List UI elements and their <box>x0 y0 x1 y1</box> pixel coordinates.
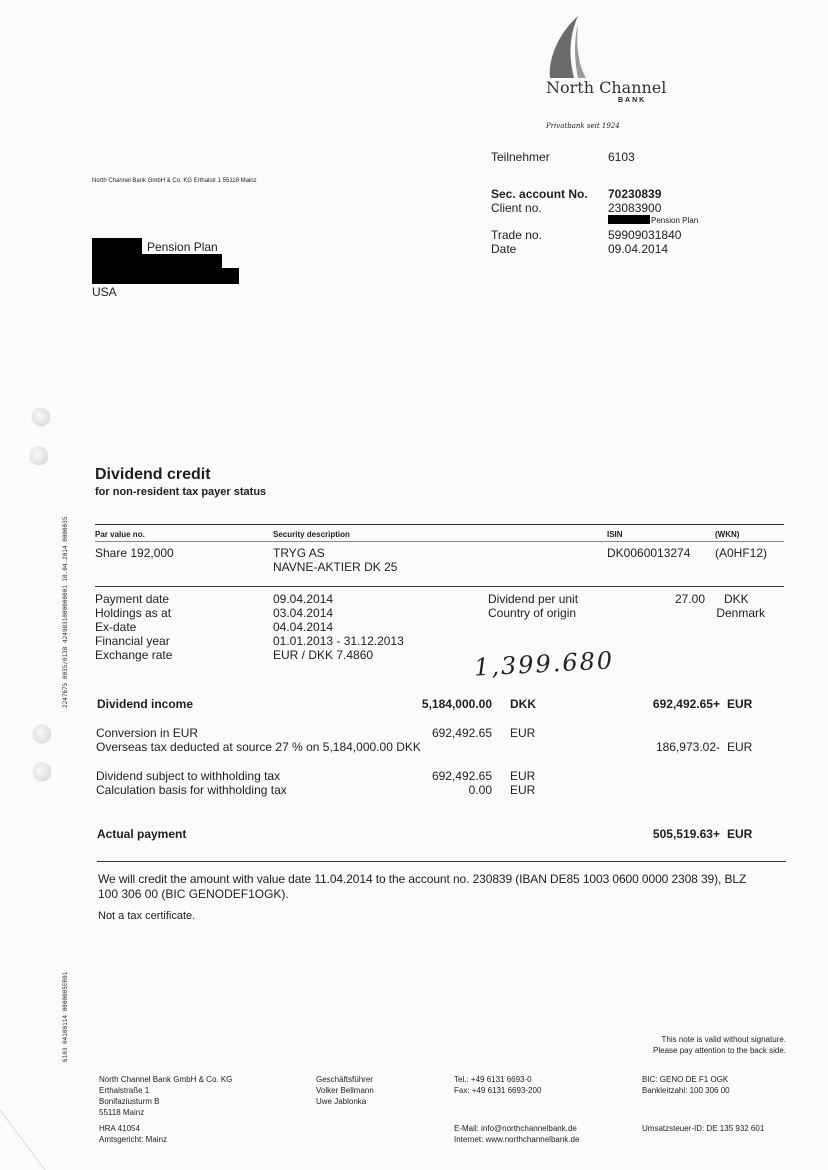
punch-hole <box>33 725 51 743</box>
redaction-bar <box>92 238 142 254</box>
sec-account-label: Sec. account No. <box>491 187 588 201</box>
credit-text-2: 100 306 00 (BIC GENODEF1OGK). <box>98 887 289 901</box>
divider <box>95 541 784 542</box>
page-fold-mark <box>0 1110 60 1170</box>
footer-col1-3: Bonifaziusturm B <box>99 1097 160 1106</box>
divider <box>95 524 784 525</box>
income-eur-amount: 692,492.65+ <box>652 697 720 711</box>
document-title: Dividend credit <box>95 466 211 483</box>
withholding-basis-label: Calculation basis for withholding tax <box>96 783 287 797</box>
withholding-subject-label: Dividend subject to withholding tax <box>96 769 281 783</box>
footer-col3-3: E-Mail: info@northchannelbank.de <box>454 1124 577 1133</box>
bank-name: North Channel <box>546 78 667 97</box>
col-header-isin: ISIN <box>607 530 623 539</box>
overseas-tax-label: Overseas tax deducted at source 27 % on 5,184,000.00 DKK <box>96 740 421 754</box>
footer-col1-5: HRA 41054 <box>99 1124 140 1133</box>
fx: EUR / DKK 7.4860 <box>273 648 374 662</box>
footer-col1-4: 55118 Mainz <box>99 1108 145 1117</box>
redaction-bar <box>92 268 239 284</box>
bank-name-sub: BANK <box>618 97 647 104</box>
conversion-amount: 692,492.65 <box>431 726 492 740</box>
not-certificate: Not a tax certificate. <box>98 910 196 922</box>
withholding-subject-amount: 692,492.65 <box>431 769 492 783</box>
punch-hole <box>32 408 50 426</box>
footer-col4-3: Umsatzsteuer-ID: DE 135 932 601 <box>642 1124 765 1133</box>
origin-label: Country of origin <box>488 606 577 620</box>
redaction-bar <box>92 254 222 268</box>
trade-value: 59909031840 <box>608 228 682 242</box>
income-amount: 5,184,000.00 <box>421 697 492 711</box>
payment-label: Actual payment <box>97 827 187 841</box>
divider <box>97 861 786 862</box>
bank-tagline: Privatbank seit 1924 <box>546 122 620 130</box>
redaction-bar <box>608 215 650 224</box>
payment-currency: EUR <box>727 827 753 841</box>
date-label: Date <box>491 242 517 256</box>
overseas-tax-currency: EUR <box>727 740 753 754</box>
footer-col1-1: North Channel Bank GmbH & Co. KG <box>99 1075 233 1084</box>
participant-value: 6103 <box>608 150 635 164</box>
income-label: Dividend income <box>97 697 194 711</box>
punch-hole <box>33 763 51 781</box>
footer-col4-1: BIC: GENO DE F1 OGK <box>642 1075 729 1084</box>
col-header-par-value: Par value no. <box>95 530 145 539</box>
handwritten-note: 1,399.680 <box>473 646 615 682</box>
margin-code-left: 2247675 0035/0138 4249831000000001 10.04.2014 0000035 <box>62 516 69 708</box>
fy-label: Financial year <box>95 634 170 648</box>
dpu-value: 27.00 <box>674 592 705 606</box>
footer-col2-3: Uwe Jablonka <box>316 1097 367 1106</box>
col-header-wkn: (WKN) <box>715 530 740 539</box>
withholding-basis-amount: 0.00 <box>468 783 492 797</box>
sec-account-value: 70230839 <box>608 187 662 201</box>
client-label: Client no. <box>491 201 542 215</box>
footer-col4-2: Bankleitzahl: 100 306 00 <box>642 1086 730 1095</box>
holdings: 03.04.2014 <box>273 606 334 620</box>
footer-col1-6: Amtsgericht: Mainz <box>99 1135 168 1144</box>
footer-col3-2: Fax: +49 6131 6693-200 <box>454 1086 542 1095</box>
document-subtitle: for non-resident tax payer status <box>95 486 267 498</box>
footer-col3-4: Internet: www.northchannelbank.de <box>454 1135 580 1144</box>
punch-hole <box>30 447 48 465</box>
footer-col3-1: Tel.: +49 6131 6693-0 <box>454 1075 532 1084</box>
payment-date: 09.04.2014 <box>273 592 334 606</box>
security-desc-1: TRYG AS <box>273 546 325 560</box>
client-sub: Pension Plan <box>651 216 699 225</box>
validity-line-1: This note is valid without signature. <box>661 1035 786 1044</box>
par-value: Share 192,000 <box>95 546 174 560</box>
dpu-label: Dividend per unit <box>488 592 579 606</box>
date-value: 09.04.2014 <box>608 242 669 256</box>
bank-logo-sail-icon <box>548 14 590 80</box>
payment-date-label: Payment date <box>95 592 170 606</box>
credit-text-1: We will credit the amount with value date 11.04.2014 to the account no. 230839 (IBAN DE85 1003 0600 0000 2308 39), BLZ <box>98 872 747 886</box>
isin-value: DK0060013274 <box>607 546 691 560</box>
withholding-subject-currency: EUR <box>510 769 536 783</box>
divider <box>95 586 784 587</box>
validity-line-2: Please pay attention to the back side. <box>653 1046 786 1055</box>
footer-col2-2: Volker Bellmann <box>316 1086 374 1095</box>
dpu-currency: DKK <box>724 592 749 606</box>
recipient-country: USA <box>92 285 117 299</box>
trade-label: Trade no. <box>491 228 542 242</box>
fy: 01.01.2013 - 31.12.2013 <box>273 634 404 648</box>
participant-label: Teilnehmer <box>491 150 550 164</box>
income-eur-currency: EUR <box>727 697 753 711</box>
sender-line: North Channel Bank GmbH & Co. KG Erthalstr 1 55118 Mainz <box>92 178 257 184</box>
security-desc-2: NAVNE-AKTIER DK 25 <box>273 560 398 574</box>
client-value: 23083900 <box>608 201 662 215</box>
col-header-security: Security description <box>273 530 350 539</box>
conversion-label: Conversion in EUR <box>96 726 199 740</box>
overseas-tax-amount: 186,973.02- <box>655 740 720 754</box>
conversion-currency: EUR <box>510 726 536 740</box>
recipient-line1: Pension Plan <box>147 240 218 254</box>
footer-col1-2: Erthalstraße 1 <box>99 1086 150 1095</box>
payment-amount: 505,519.63+ <box>652 827 720 841</box>
exdate: 04.04.2014 <box>273 620 334 634</box>
fx-label: Exchange rate <box>95 648 173 662</box>
wkn-value: (A0HF12) <box>715 546 768 560</box>
holdings-label: Holdings as at <box>95 606 172 620</box>
footer-col2-1: Geschäftsführer <box>316 1075 373 1084</box>
income-currency: DKK <box>510 697 536 711</box>
exdate-label: Ex-date <box>95 620 137 634</box>
withholding-basis-currency: EUR <box>510 783 536 797</box>
margin-code-bottom: 6103 04100114 0000005ER01 <box>62 971 69 1062</box>
origin-value: Denmark <box>716 606 765 620</box>
